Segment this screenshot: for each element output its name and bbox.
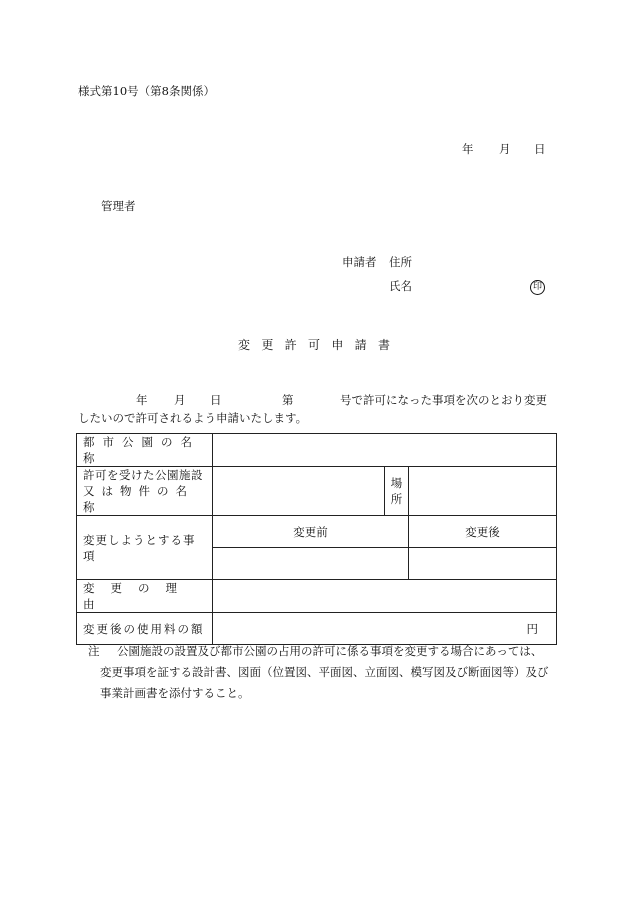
table-row (77, 434, 557, 467)
body-year: 年 (136, 393, 148, 407)
facility-name-label (77, 467, 213, 516)
page-title (238, 336, 390, 353)
change-item-text: 変更しようとする事項 (83, 532, 196, 563)
facility-name-value[interactable] (213, 467, 385, 516)
name-label: 氏名 (389, 279, 412, 293)
yen-unit: 円 (526, 621, 539, 636)
title-char: 申 (331, 338, 344, 352)
fee-text: 変更後の使用料の額 (83, 621, 205, 636)
before-header: 変更前 (213, 516, 409, 548)
reason-text: 変更の理由 (83, 581, 193, 611)
title-char: 請 (354, 338, 367, 352)
seal-mark: 印 (530, 278, 545, 295)
after-header: 変更後 (409, 516, 557, 548)
table-row (77, 613, 557, 645)
body-month: 月 (174, 393, 186, 407)
address-label: 住所 (389, 255, 412, 269)
place-label (385, 467, 409, 516)
change-item-label (77, 516, 213, 580)
place-char: 場 (390, 476, 403, 490)
park-name-text: 都市公園の名称 (83, 435, 200, 465)
date-month: 月 (499, 142, 511, 156)
application-table (76, 433, 557, 645)
body-day: 日 (210, 393, 222, 407)
park-name-label (77, 434, 213, 467)
facility-label-line1: 許可を受けた公園施設 (83, 468, 203, 482)
reason-value[interactable] (213, 580, 557, 613)
place-value[interactable] (409, 467, 557, 516)
body-line2: したいので許可されるよう申請いたします。 (78, 411, 308, 425)
table-row (77, 516, 557, 548)
applicant-label: 申請者 (342, 255, 377, 269)
reason-label (77, 580, 213, 613)
after-value[interactable] (409, 548, 557, 580)
body-number-prefix: 第 (282, 393, 294, 407)
title-char: 許 (284, 338, 297, 352)
facility-label-line2: 又は物件の名称 (83, 484, 194, 514)
before-value[interactable] (213, 548, 409, 580)
note-line1: 公園施設の設置及び都市公園の占用の許可に係る事項を変更する場合にあっては、 (117, 644, 543, 658)
place-char: 所 (390, 492, 403, 506)
note-line3: 事業計画書を添付すること。 (100, 686, 250, 700)
addressee: 管理者 (101, 199, 136, 213)
table-row (77, 580, 557, 613)
table-row (77, 467, 557, 516)
body-line1-rest: 号で許可になった事項を次のとおり変更 (340, 393, 547, 407)
note-prefix: 注 (88, 644, 100, 658)
title-char: 変 (238, 338, 251, 352)
date-day: 日 (534, 142, 546, 156)
park-name-value[interactable] (213, 434, 557, 467)
date-year: 年 (462, 142, 474, 156)
form-number: 様式第10号（第8条関係） (78, 84, 215, 98)
title-char: 更 (261, 338, 274, 352)
title-char: 可 (307, 338, 320, 352)
fee-label (77, 613, 213, 645)
fee-value[interactable] (213, 613, 557, 645)
title-char: 書 (377, 338, 390, 352)
note-line2: 変更事項を証する設計書、図面（位置図、平面図、立面図、模写図及び断面図等）及び (100, 665, 549, 679)
